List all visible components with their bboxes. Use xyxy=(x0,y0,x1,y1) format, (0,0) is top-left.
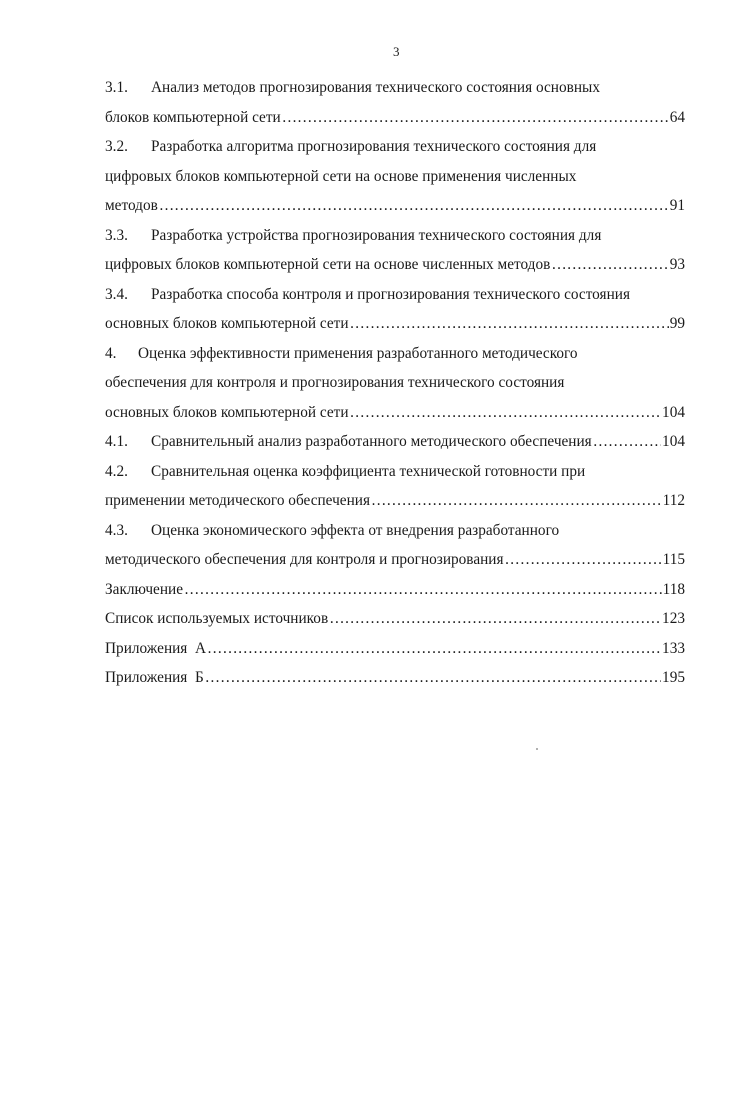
dot-leader xyxy=(205,663,661,693)
toc-entry-3-4-line-1 xyxy=(105,280,685,310)
toc-entry-4-2-line-2 xyxy=(105,486,685,516)
toc-entry-appendix-b xyxy=(105,663,685,693)
toc-entry-title-continued: методов xyxy=(105,197,158,214)
toc-entry-4-line-2 xyxy=(105,368,685,398)
toc-entry-4-1-line-1 xyxy=(105,427,685,457)
toc-entry-title: Список используемых источников xyxy=(105,610,329,627)
toc-page-ref: 112 xyxy=(662,492,685,509)
toc-entry-number: 3.4. xyxy=(105,285,128,303)
toc-entry-number: 3.3. xyxy=(105,226,128,244)
scan-speck xyxy=(536,748,538,750)
dot-leader xyxy=(371,486,662,516)
toc-page-ref: 195 xyxy=(662,669,685,686)
toc-entry-title xyxy=(105,427,592,457)
toc-entry-3-1-line-2 xyxy=(105,103,685,133)
toc-entry-appendix-a xyxy=(105,634,685,664)
toc-entry-title: Приложения А xyxy=(105,639,207,657)
dot-leader xyxy=(184,575,662,605)
toc-entry-title-continued: блоков компьютерной сети xyxy=(105,108,281,126)
toc-entry-title-continued: методического обеспечения для контроля и прогнозирования xyxy=(105,551,504,568)
toc-entry-number: 4.2. xyxy=(105,462,128,480)
toc-entry-3-2-line-3 xyxy=(105,191,685,221)
toc-entry-title: Разработка устройства прогнозирования технического состояния для xyxy=(151,226,602,244)
dot-leader xyxy=(282,103,669,133)
toc-page-ref: 91 xyxy=(669,197,685,214)
toc-entry-title: Приложения Б xyxy=(105,669,204,686)
toc-entry-title-continued: основных блоков компьютерной сети xyxy=(105,315,349,332)
toc-entry-4-line-3 xyxy=(105,398,685,428)
toc-entry-conclusion xyxy=(105,575,685,605)
toc-entry-4-2-line-1 xyxy=(105,457,685,487)
toc-entry-title-continued: основных блоков компьютерной сети xyxy=(105,403,349,421)
dot-leader xyxy=(593,427,661,457)
toc-page-ref: 104 xyxy=(662,433,685,450)
dot-leader xyxy=(350,309,669,339)
toc-entry-number: 4. xyxy=(105,344,117,362)
toc-entry-4-line-1 xyxy=(105,339,685,369)
toc-page-ref: 104 xyxy=(662,403,685,421)
dot-leader xyxy=(505,545,662,575)
toc-page-ref: 133 xyxy=(662,639,685,657)
toc-page-ref: 123 xyxy=(662,610,685,627)
toc-entry-title-continued: обеспечения для контроля и прогнозирования технического состояния xyxy=(105,374,565,391)
toc-page-ref: 99 xyxy=(669,315,685,332)
toc-page-ref: 115 xyxy=(662,551,685,568)
toc-entry-number: 3.2. xyxy=(105,138,128,155)
dot-leader xyxy=(207,634,661,664)
page-number: 3 xyxy=(393,44,400,59)
toc-entry-title-text: Сравнительный анализ разработанного методического обеспечения xyxy=(151,433,592,450)
dot-leader xyxy=(551,250,668,280)
toc-entry-title: Сравнительная оценка коэффициента технической готовности при xyxy=(151,462,586,480)
toc-entry-title-continued: цифровых блоков компьютерной сети на основе применения численных xyxy=(105,167,577,185)
toc-entry-3-4-line-2 xyxy=(105,309,685,339)
toc-entry-4-3-line-2 xyxy=(105,545,685,575)
toc-entry-4-3-line-1 xyxy=(105,516,685,546)
toc-entry-title: Разработка способа контроля и прогнозирования технического состояния xyxy=(151,285,630,303)
toc-page-ref: 93 xyxy=(669,256,685,273)
table-of-contents xyxy=(105,73,685,693)
toc-entry-3-3-line-1 xyxy=(105,221,685,251)
toc-entry-title-continued: цифровых блоков компьютерной сети на основе численных методов xyxy=(105,256,551,273)
toc-entry-sources xyxy=(105,604,685,634)
toc-page-ref: 118 xyxy=(662,580,685,598)
dot-leader xyxy=(329,604,661,634)
toc-entry-number: 4.1. xyxy=(105,433,128,450)
toc-entry-title-continued: применении методического обеспечения xyxy=(105,492,370,509)
dot-leader xyxy=(350,398,662,428)
toc-entry-title: Оценка экономического эффекта от внедрения разработанного xyxy=(151,521,560,539)
toc-entry-3-2-line-2 xyxy=(105,162,685,192)
toc-entry-number: 4.3. xyxy=(105,521,128,539)
toc-entry-3-3-line-2 xyxy=(105,250,685,280)
toc-entry-title: Разработка алгоритма прогнозирования технического состояния для xyxy=(151,138,597,155)
toc-entry-title: Оценка эффективности применения разработанного методического xyxy=(138,344,578,362)
toc-entry-title: Заключение xyxy=(105,580,184,598)
toc-page-ref: 64 xyxy=(669,108,685,126)
toc-entry-title: Анализ методов прогнозирования технического состояния основных xyxy=(151,79,600,96)
toc-entry-3-1-line-1 xyxy=(105,73,685,103)
dot-leader xyxy=(159,191,669,221)
toc-entry-number: 3.1. xyxy=(105,79,128,96)
toc-entry-3-2-line-1 xyxy=(105,132,685,162)
